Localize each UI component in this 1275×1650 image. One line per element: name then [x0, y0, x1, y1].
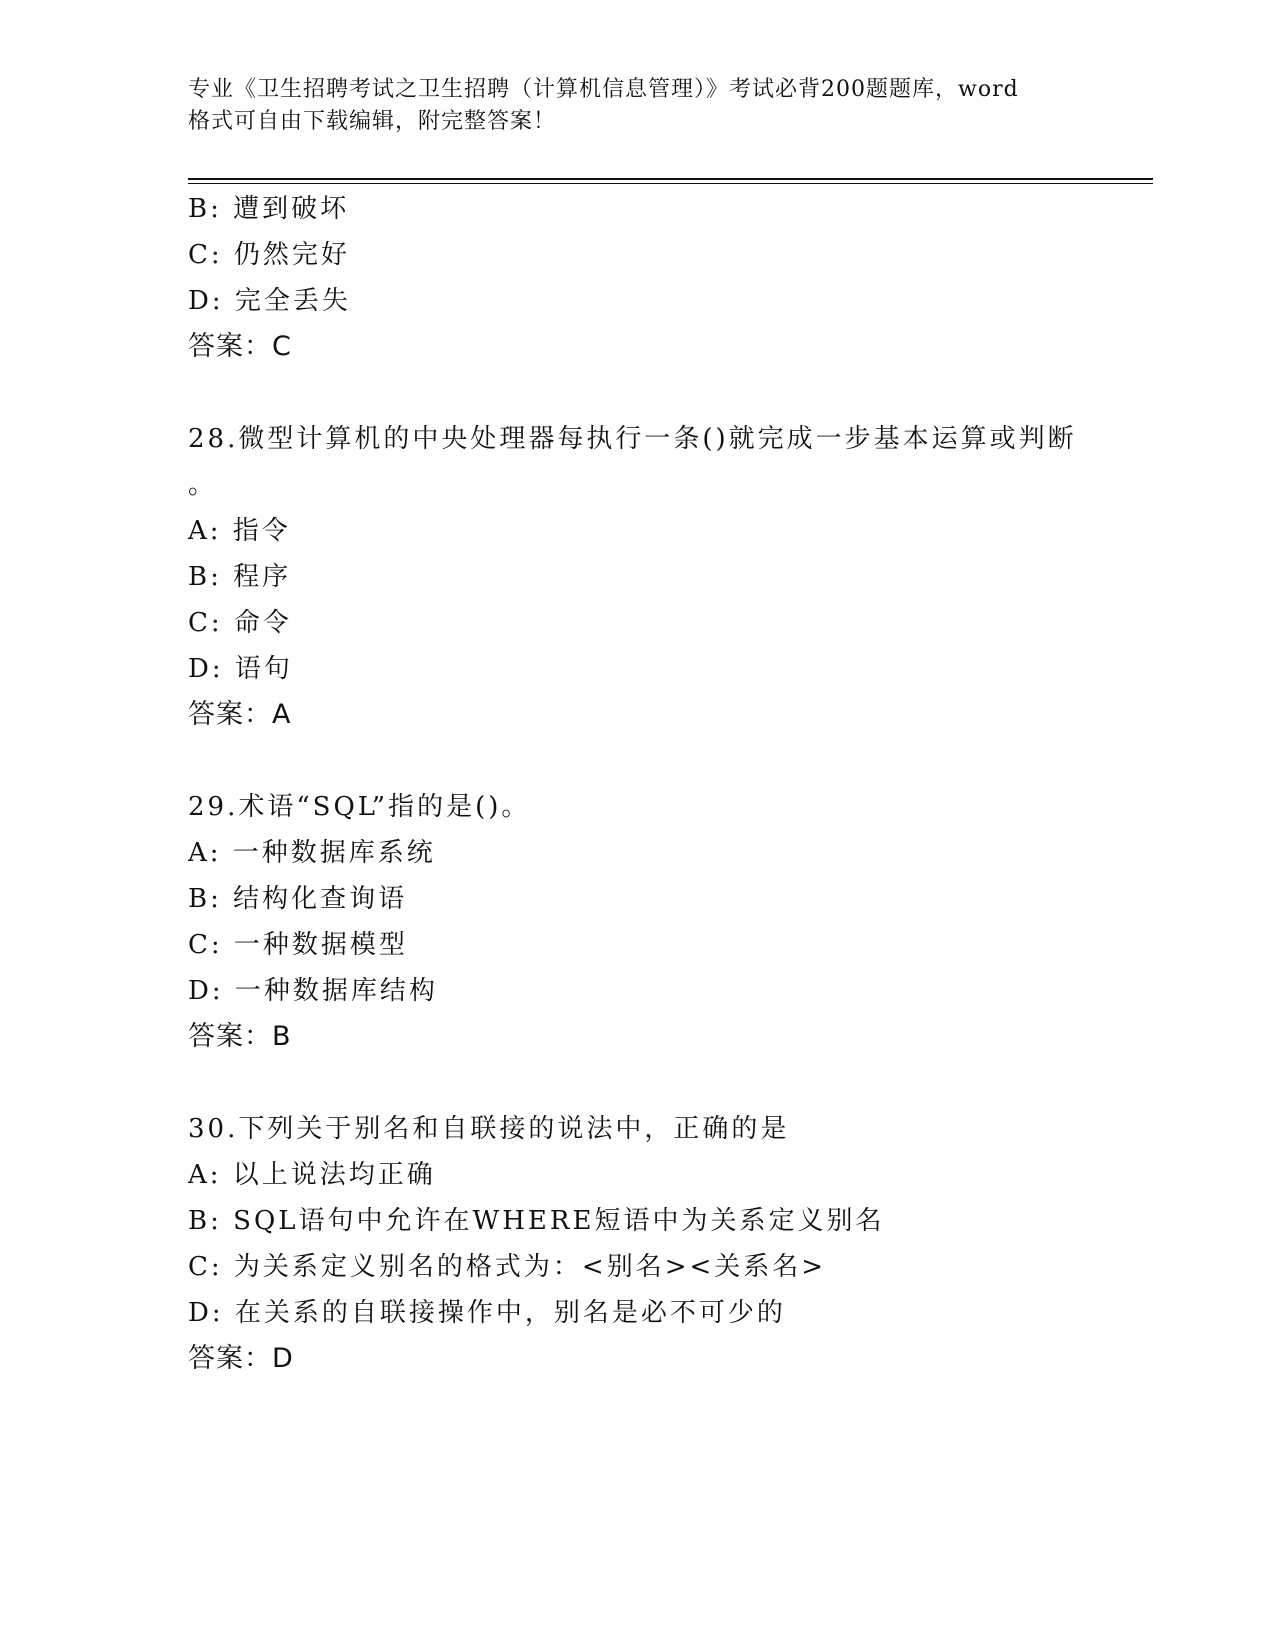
option-c: C: 命令 [188, 608, 292, 638]
spacer [188, 370, 1148, 416]
option-a: A: 一种数据库系统 [188, 838, 436, 868]
option-c: C: 仍然完好 [188, 240, 350, 270]
option-d: D: 在关系的自联接操作中，别名是必不可少的 [188, 1298, 786, 1328]
question-stem: 30.下列关于别名和自联接的说法中，正确的是 [188, 1114, 790, 1144]
question-stem: 28.微型计算机的中央处理器每执行一条()就完成一步基本运算或判断 [188, 424, 1077, 454]
question-29 [188, 784, 1148, 1060]
answer: 答案：C [188, 331, 292, 362]
answer: 答案：A [188, 699, 292, 730]
header-line-2: 格式可自由下载编辑，附完整答案！ [188, 109, 557, 134]
option-c: C: 为关系定义别名的格式为：<别名><关系名> [188, 1252, 827, 1282]
question-30 [188, 1106, 1148, 1382]
option-c: C: 一种数据模型 [188, 930, 408, 960]
option-b: B: 遭到破坏 [188, 194, 350, 224]
question-28 [188, 416, 1148, 738]
option-a: A: 以上说法均正确 [188, 1160, 436, 1190]
question-list [188, 186, 1148, 1382]
option-b: B: SQL语句中允许在WHERE短语中为关系定义别名 [188, 1206, 885, 1236]
option-d: D: 语句 [188, 654, 293, 684]
spacer [188, 738, 1148, 784]
answer: 答案：D [188, 1343, 294, 1374]
option-b: B: 结构化查询语 [188, 884, 408, 914]
header-divider [188, 178, 1153, 184]
option-d: D: 完全丢失 [188, 286, 351, 316]
header-line-1: 专业《卫生招聘考试之卫生招聘（计算机信息管理）》考试必背200题题库，word [188, 77, 1019, 102]
question-stem-continued: 。 [188, 470, 218, 500]
question-27-continued [188, 186, 1148, 370]
option-a: A: 指令 [188, 516, 291, 546]
option-d: D: 一种数据库结构 [188, 976, 438, 1006]
document-header [188, 74, 1088, 138]
question-stem: 29.术语“SQL”指的是()。 [188, 792, 531, 822]
answer: 答案：B [188, 1021, 292, 1052]
option-b: B: 程序 [188, 562, 292, 592]
spacer [188, 1060, 1148, 1106]
